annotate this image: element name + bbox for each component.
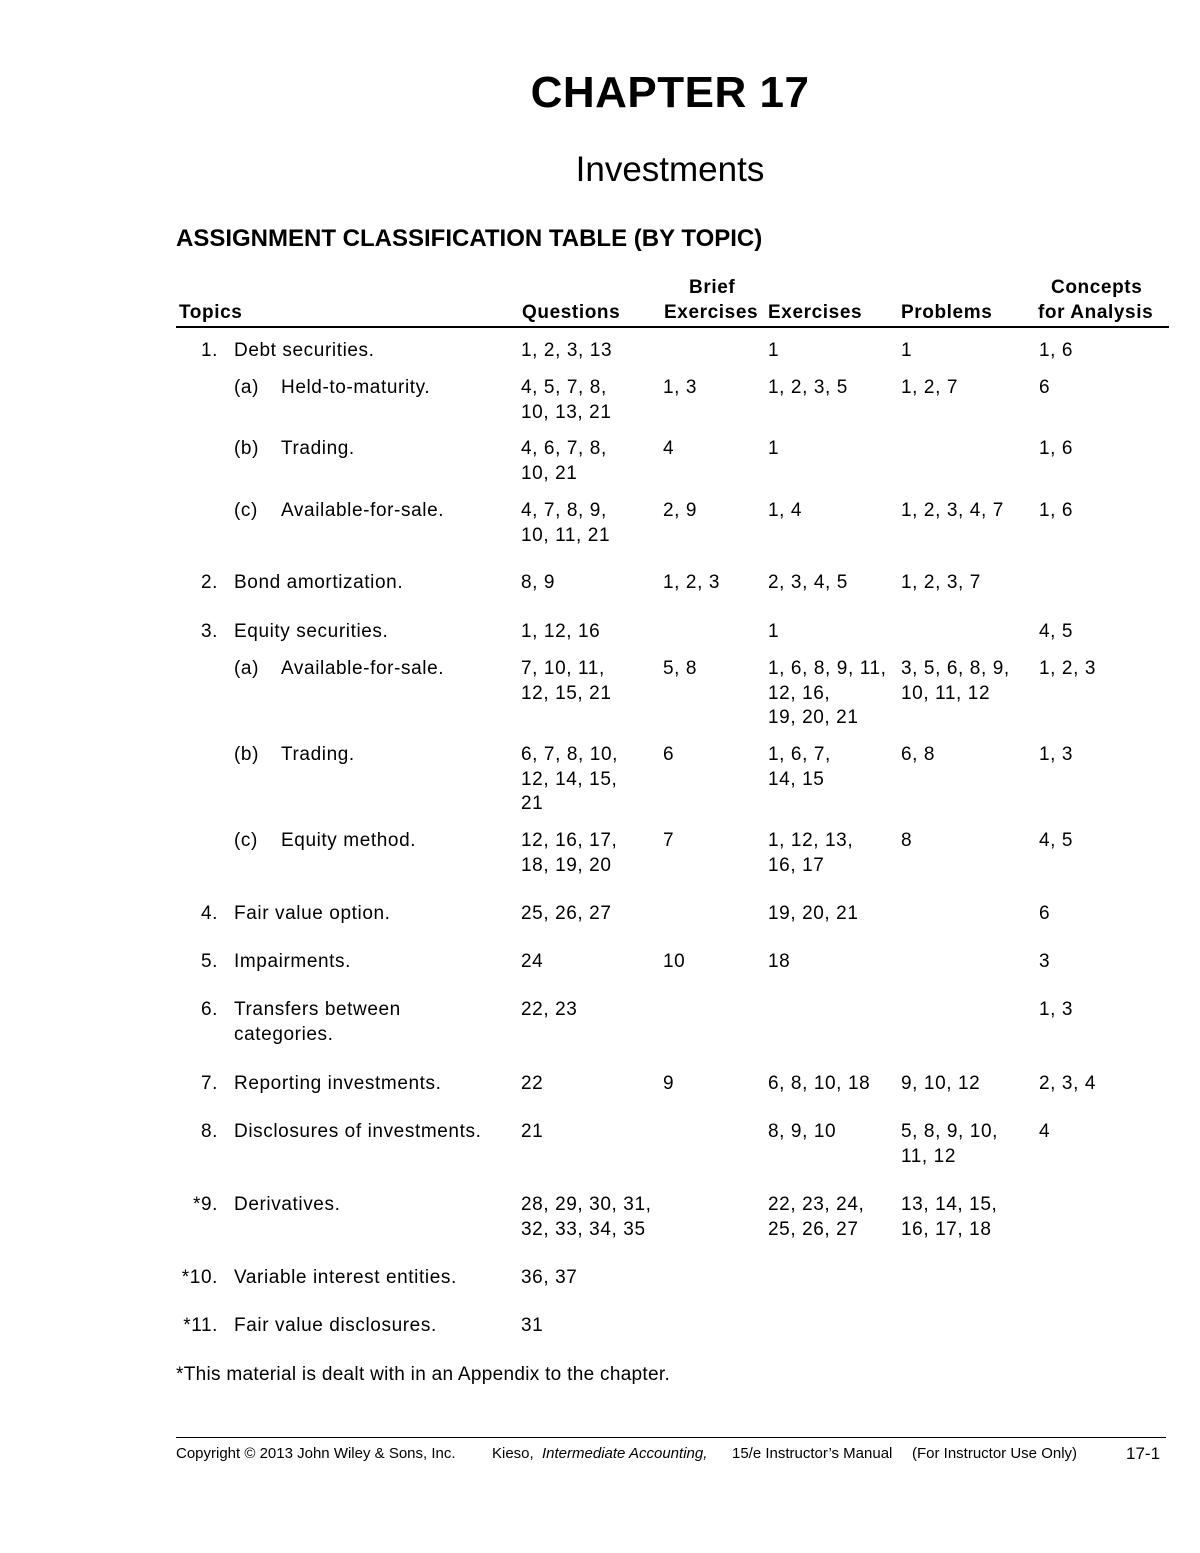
row-exercises: 1, 6, 8, 9, 11, 12, 16, 19, 20, 21 (768, 658, 887, 728)
row-brief-exercises: 5, 8 (663, 658, 698, 679)
row-topic: Variable interest entities. (234, 1267, 457, 1288)
row-exercises: 18 (768, 951, 791, 972)
row-topic: Fair value disclosures. (234, 1315, 437, 1336)
page-footer (176, 1445, 1166, 1465)
row-questions: 4, 6, 7, 8, 10, 21 (521, 438, 607, 484)
row-brief-exercises: 6 (663, 744, 675, 765)
row-questions: 31 (521, 1315, 544, 1336)
row-sub-label: (c) (234, 500, 258, 521)
row-problems: 8 (901, 830, 913, 851)
header-topics: Topics (179, 302, 243, 323)
row-concepts: 1, 3 (1039, 744, 1074, 765)
footer-book-edition: 15/e Instructor’s Manual (732, 1445, 893, 1462)
row-sub-label: (a) (234, 658, 260, 679)
header-questions: Questions (522, 302, 621, 323)
row-exercises: 1, 6, 7, 14, 15 (768, 744, 831, 790)
row-brief-exercises: 10 (663, 951, 686, 972)
row-topic: Transfers between categories. (234, 999, 401, 1045)
row-concepts: 1, 3 (1039, 999, 1074, 1020)
row-number: *9. (192, 1194, 218, 1215)
row-exercises: 1 (768, 340, 780, 361)
footer-book-title: Intermediate Accounting, (542, 1445, 708, 1462)
row-brief-exercises: 7 (663, 830, 675, 851)
row-number: *10. (181, 1267, 218, 1288)
row-exercises: 19, 20, 21 (768, 903, 859, 924)
row-topic: Trading. (281, 744, 355, 765)
row-exercises: 22, 23, 24, 25, 26, 27 (768, 1194, 865, 1240)
row-problems: 1, 2, 7 (901, 377, 959, 398)
row-problems: 5, 8, 9, 10, 11, 12 (901, 1121, 998, 1167)
row-brief-exercises: 2, 9 (663, 500, 698, 521)
footer-copyright: Copyright © 2013 John Wiley & Sons, Inc. (176, 1445, 456, 1462)
header-concepts-bottom: for Analysis (1038, 302, 1154, 323)
row-questions: 25, 26, 27 (521, 903, 612, 924)
row-exercises: 1 (768, 438, 780, 459)
footer-book-author: Kieso, (492, 1445, 534, 1462)
row-concepts: 6 (1039, 903, 1051, 924)
row-exercises: 1, 2, 3, 5 (768, 377, 848, 398)
row-exercises: 8, 9, 10 (768, 1121, 837, 1142)
row-topic: Reporting investments. (234, 1073, 442, 1094)
row-topic: Equity method. (281, 830, 417, 851)
row-questions: 36, 37 (521, 1267, 578, 1288)
footer-divider (176, 1437, 1166, 1438)
chapter-title: CHAPTER 17 (530, 68, 810, 117)
row-number: 3. (200, 621, 218, 642)
row-number: 8. (200, 1121, 218, 1142)
row-problems: 6, 8 (901, 744, 936, 765)
row-questions: 4, 5, 7, 8, 10, 13, 21 (521, 377, 612, 423)
row-topic: Equity securities. (234, 621, 389, 642)
row-topic: Available-for-sale. (281, 500, 445, 521)
row-concepts: 4 (1039, 1121, 1051, 1142)
row-brief-exercises: 1, 3 (663, 377, 698, 398)
header-exercises: Exercises (768, 302, 863, 323)
row-questions: 1, 12, 16 (521, 621, 601, 642)
row-topic: Derivatives. (234, 1194, 341, 1215)
header-concepts-top: Concepts (1051, 277, 1143, 298)
row-number: 1. (200, 340, 218, 361)
row-topic: Bond amortization. (234, 572, 404, 593)
appendix-footnote: *This material is dealt with in an Appendix to the chapter. (176, 1364, 671, 1385)
section-heading: ASSIGNMENT CLASSIFICATION TABLE (BY TOPIC) (176, 225, 763, 252)
header-brief-bottom: Exercises (664, 302, 759, 323)
row-topic: Held-to-maturity. (281, 377, 431, 398)
row-topic: Impairments. (234, 951, 352, 972)
row-topic: Disclosures of investments. (234, 1121, 482, 1142)
row-topic: Trading. (281, 438, 355, 459)
row-exercises: 1, 12, 13, 16, 17 (768, 830, 854, 876)
row-concepts: 4, 5 (1039, 621, 1074, 642)
row-exercises: 2, 3, 4, 5 (768, 572, 848, 593)
row-exercises: 6, 8, 10, 18 (768, 1073, 871, 1094)
row-concepts: 1, 2, 3 (1039, 658, 1097, 679)
row-exercises: 1, 4 (768, 500, 803, 521)
row-sub-label: (b) (234, 438, 260, 459)
row-topic: Fair value option. (234, 903, 391, 924)
row-problems: 1, 2, 3, 4, 7 (901, 500, 1004, 521)
page-number: 17-1 (1126, 1444, 1161, 1463)
row-number: 6. (200, 999, 218, 1020)
row-brief-exercises: 9 (663, 1073, 675, 1094)
row-questions: 7, 10, 11, 12, 15, 21 (521, 658, 612, 704)
row-number: *11. (183, 1315, 218, 1336)
row-sub-label: (b) (234, 744, 260, 765)
row-brief-exercises: 1, 2, 3 (663, 572, 721, 593)
footer-usage-note: (For Instructor Use Only) (912, 1445, 1078, 1462)
row-number: 5. (200, 951, 218, 972)
row-questions: 24 (521, 951, 544, 972)
chapter-subtitle: Investments (575, 150, 765, 189)
row-problems: 3, 5, 6, 8, 9, 10, 11, 12 (901, 658, 1010, 704)
row-questions: 28, 29, 30, 31, 32, 33, 34, 35 (521, 1194, 652, 1240)
header-problems: Problems (901, 302, 993, 323)
row-sub-label: (a) (234, 377, 260, 398)
row-problems: 9, 10, 12 (901, 1073, 981, 1094)
row-questions: 6, 7, 8, 10, 12, 14, 15, 21 (521, 744, 618, 814)
row-problems: 1, 2, 3, 7 (901, 572, 981, 593)
row-concepts: 6 (1039, 377, 1051, 398)
row-number: 4. (200, 903, 218, 924)
header-brief-top: Brief (689, 277, 736, 298)
row-concepts: 2, 3, 4 (1039, 1073, 1097, 1094)
row-concepts: 4, 5 (1039, 830, 1074, 851)
row-questions: 22 (521, 1073, 544, 1094)
row-questions: 12, 16, 17, 18, 19, 20 (521, 830, 618, 876)
row-concepts: 1, 6 (1039, 500, 1074, 521)
row-concepts: 1, 6 (1039, 340, 1074, 361)
row-concepts: 1, 6 (1039, 438, 1074, 459)
row-brief-exercises: 4 (663, 438, 675, 459)
row-questions: 8, 9 (521, 572, 556, 593)
row-topic: Debt securities. (234, 340, 375, 361)
row-problems: 13, 14, 15, 16, 17, 18 (901, 1194, 998, 1240)
row-questions: 1, 2, 3, 13 (521, 340, 613, 361)
row-topic: Available-for-sale. (281, 658, 445, 679)
row-concepts: 3 (1039, 951, 1051, 972)
row-sub-label: (c) (234, 830, 258, 851)
row-problems: 1 (901, 340, 913, 361)
row-questions: 4, 7, 8, 9, 10, 11, 21 (521, 500, 611, 546)
row-number: 2. (200, 572, 218, 593)
row-number: 7. (200, 1073, 218, 1094)
row-exercises: 1 (768, 621, 780, 642)
row-questions: 22, 23 (521, 999, 578, 1020)
row-questions: 21 (521, 1121, 544, 1142)
